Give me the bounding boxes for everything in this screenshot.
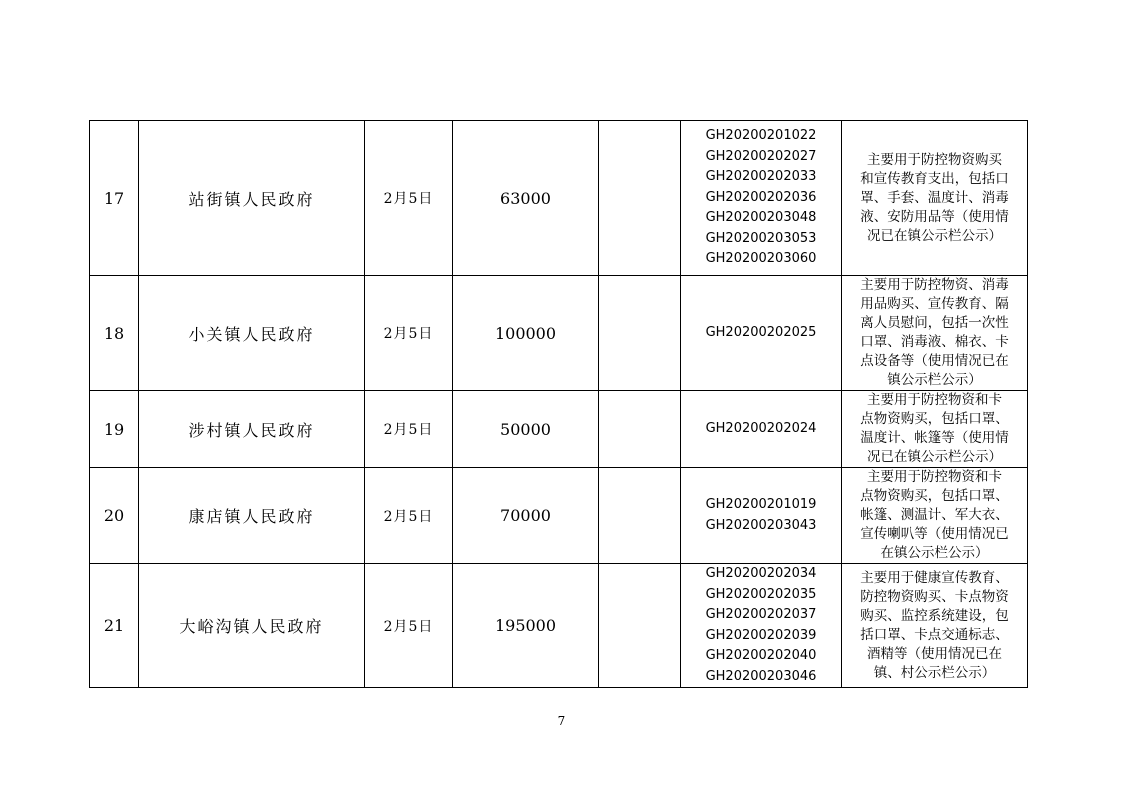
- description-line: 点设备等（使用情况已在: [860, 353, 1009, 369]
- usage-description: [842, 391, 1028, 468]
- description-line: 口罩、消毒液、棉衣、卡: [860, 334, 1009, 350]
- voucher-code: GH20200202036: [705, 189, 817, 205]
- recipient-name: 大峪沟镇人民政府: [139, 564, 365, 688]
- table-row: [90, 121, 1028, 276]
- description-line: 主要用于防控物资、消毒: [860, 277, 1009, 293]
- description-line: 况已在镇公示栏公示）: [867, 227, 1002, 244]
- date-cell: 2月5日: [365, 121, 453, 276]
- voucher-code: GH20200203046: [705, 668, 817, 684]
- recipient-name: 站街镇人民政府: [139, 121, 365, 276]
- description-line: 酒精等（使用情况已在: [867, 645, 1002, 662]
- voucher-code: GH20200203053: [705, 230, 817, 246]
- date-cell: 2月5日: [365, 468, 453, 564]
- date-cell: 2月5日: [365, 391, 453, 468]
- description-line: 温度计、帐篷等（使用情: [860, 430, 1009, 446]
- voucher-code: GH20200201019: [705, 497, 817, 512]
- voucher-codes: [681, 121, 842, 276]
- voucher-code: GH20200202024: [705, 420, 817, 436]
- table-row: [90, 564, 1028, 688]
- table-row: [90, 276, 1028, 391]
- usage-description: [842, 564, 1028, 688]
- empty-cell: [599, 468, 681, 564]
- amount-cell: 63000: [453, 121, 599, 276]
- description-line: 括口罩、卡点交通标志、: [860, 626, 1009, 643]
- usage-description: [842, 276, 1028, 391]
- voucher-code: GH20200201022: [705, 128, 817, 144]
- description-line: 帐篷、测温计、军大衣、: [860, 507, 1009, 523]
- description-line: 离人员慰问，包括一次性: [860, 315, 1009, 331]
- description-line: 在镇公示栏公示）: [880, 545, 989, 561]
- voucher-codes: [681, 391, 842, 468]
- row-number: 19: [90, 391, 139, 468]
- page-number: 7: [557, 714, 566, 728]
- empty-cell: [599, 276, 681, 391]
- description-line: 主要用于防控物资购买: [867, 151, 1002, 168]
- row-number: 20: [90, 468, 139, 564]
- voucher-code: GH20200202035: [705, 586, 817, 602]
- row-number: 18: [90, 276, 139, 391]
- voucher-code: GH20200202040: [705, 648, 817, 663]
- voucher-codes: [681, 276, 842, 391]
- amount-cell: 70000: [453, 468, 599, 564]
- description-line: 点物资购买，包括口罩、: [860, 488, 1009, 504]
- table-row: [90, 468, 1028, 564]
- voucher-code: GH20200202027: [705, 148, 817, 164]
- amount-cell: 195000: [453, 564, 599, 688]
- description-line: 主要用于健康宣传教育、: [860, 569, 1009, 586]
- recipient-name: 涉村镇人民政府: [139, 391, 365, 468]
- description-line: 况已在镇公示栏公示）: [867, 449, 1002, 465]
- description-line: 点物资购买，包括口罩、: [860, 411, 1009, 427]
- description-line: 主要用于防控物资和卡: [867, 392, 1002, 408]
- allocation-table: [89, 120, 1028, 688]
- voucher-code: GH20200202037: [705, 607, 817, 622]
- description-line: 用品购买、宣传教育、隔: [860, 296, 1009, 312]
- description-line: 镇公示栏公示）: [887, 372, 982, 388]
- voucher-code: GH20200202033: [705, 169, 817, 185]
- description-line: 宣传喇叭等（使用情况已: [860, 526, 1009, 542]
- amount-cell: 50000: [453, 391, 599, 468]
- description-line: 主要用于防控物资和卡: [867, 469, 1002, 485]
- voucher-code: GH20200203060: [705, 251, 817, 267]
- date-cell: 2月5日: [365, 276, 453, 391]
- description-line: 和宣传教育支出，包括口: [860, 170, 1009, 187]
- empty-cell: [599, 564, 681, 688]
- date-cell: 2月5日: [365, 564, 453, 688]
- row-number: 17: [90, 121, 139, 276]
- amount-cell: 100000: [453, 276, 599, 391]
- row-number: 21: [90, 564, 139, 688]
- description-line: 液、安防用品等（使用情: [860, 208, 1009, 225]
- description-line: 购买、监控系统建设，包: [860, 607, 1009, 624]
- description-line: 罩、手套、温度计、消毒: [860, 189, 1009, 206]
- voucher-codes: [681, 468, 842, 564]
- description-line: 防控物资购买、卡点物资: [860, 588, 1009, 605]
- table-row: [90, 391, 1028, 468]
- description-line: 镇、村公示栏公示）: [873, 664, 996, 681]
- recipient-name: 康店镇人民政府: [139, 468, 365, 564]
- voucher-code: GH20200203043: [705, 517, 817, 533]
- usage-description: [842, 468, 1028, 564]
- empty-cell: [599, 121, 681, 276]
- usage-description: [842, 121, 1028, 276]
- table-body: [90, 121, 1028, 688]
- voucher-codes: [681, 564, 842, 688]
- voucher-code: GH20200203048: [705, 210, 817, 226]
- voucher-code: GH20200202025: [705, 324, 817, 340]
- empty-cell: [599, 391, 681, 468]
- voucher-code: GH20200202034: [705, 566, 817, 581]
- voucher-code: GH20200202039: [705, 627, 817, 643]
- recipient-name: 小关镇人民政府: [139, 276, 365, 391]
